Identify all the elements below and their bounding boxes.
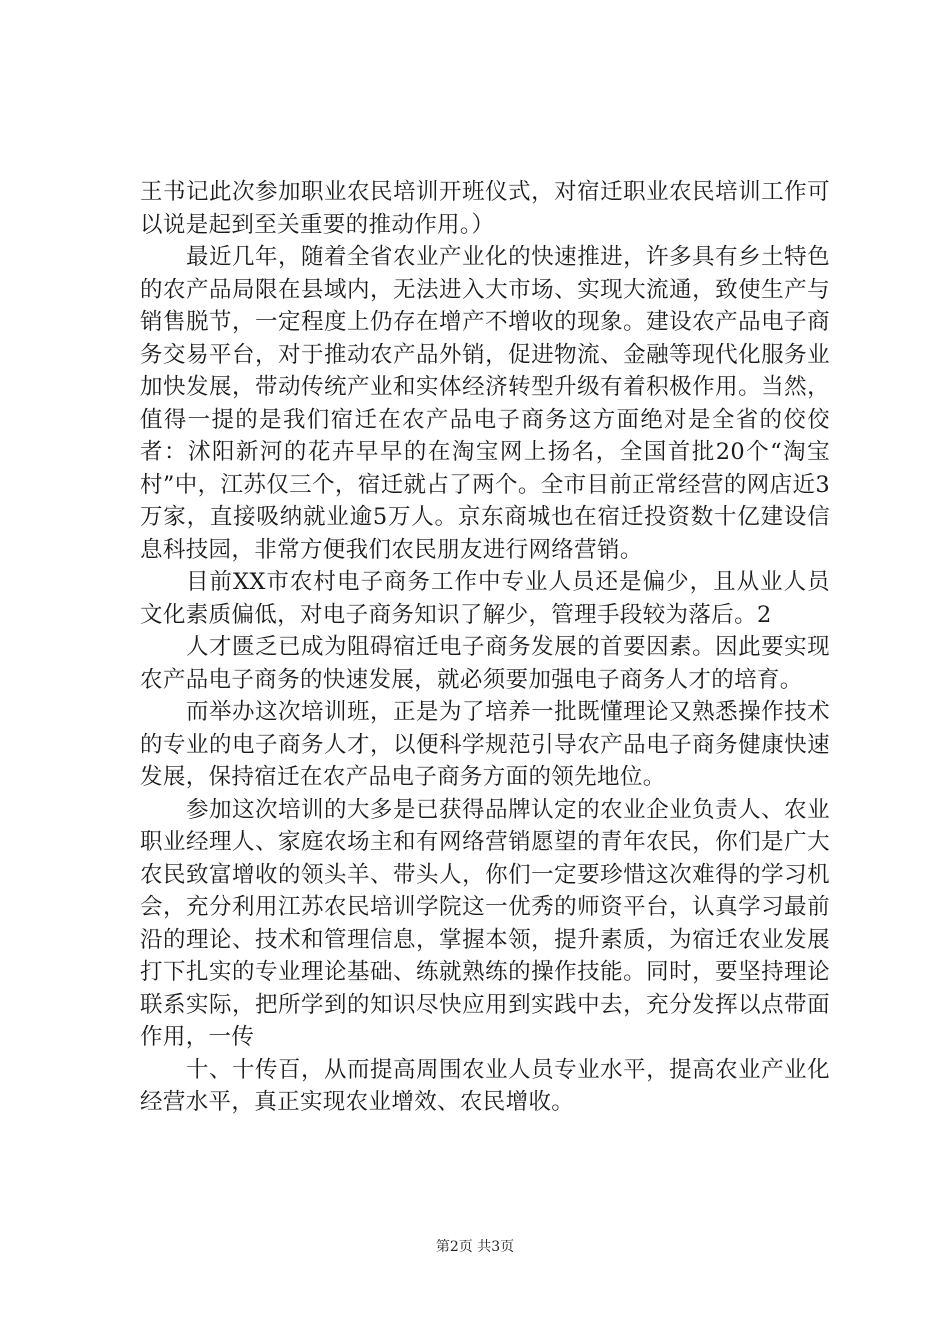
paragraph-6: 参加这次培训的大多是已获得品牌认定的农业企业负责人、农业职业经理人、家庭农场主和有网络营销愿望的青年农民，你们是广大农民致富增收的领头羊、带头人，你们一定要珍惜这次难得的学习机会，充分利用江苏农民培训学院这一优秀的师资平台，认真学习最前沿的理论、技术和管理信息，掌握本领，提升素质，为宿迁农业发展打下扎实的专业理论基础、练就熟练的操作技能。同时，要坚持理论联系实际，把所学到的知识尽快应用到实践中去，充分发挥以点带面作用，一传 xyxy=(140,796,830,1050)
page-number-footer: 第2页 共3页 xyxy=(435,1239,515,1255)
paragraph-4: 人才匮乏已成为阻碍宿迁电子商务发展的首要因素。因此要实现农产品电子商务的快速发展，就必须要加强电子商务人才的培育。 xyxy=(140,634,830,693)
paragraph-2: 最近几年，随着全省农业产业化的快速推进，许多具有乡土特色的农产品局限在县域内，无法进入大市场、实现大流通，致使生产与销售脱节，一定程度上仍存在增产不增收的现象。建设农产品电子商务交易平台，对于推动农产品外销，促进物流、金融等现代化服务业加快发展，带动传统产业和实体经济转型升级有着积极作用。当然，值得一提的是我们宿迁在农产品电子商务这方面绝对是全省的佼佼者：沭阳新河的花卉早早的在淘宝网上扬名，全国首批20个“淘宝村”中，江苏仅三个，宿迁就占了两个。全市目前正常经营的网店近3万家，直接吸纳就业逾5万人。京东商城也在宿迁投资数十亿建设信息科技园，非常方便我们农民朋友进行网络营销。 xyxy=(140,244,830,563)
paragraph-1: 王书记此次参加职业农民培训开班仪式，对宿迁职业农民培训工作可以说是起到至关重要的推动作用。） xyxy=(140,179,830,238)
document-body xyxy=(140,176,830,1119)
paragraph-5: 而举办这次培训班，正是为了培养一批既懂理论又熟悉操作技术的专业的电子商务人才，以便科学规范引导农产品电子商务健康快速发展，保持宿迁在农产品电子商务方面的领先地位。 xyxy=(140,699,830,790)
paragraph-7: 十、十传百，从而提高周围农业人员专业水平，提高农业产业化经营水平，真正实现农业增效、农民增收。 xyxy=(140,1056,830,1115)
paragraph-3: 目前XX市农村电子商务工作中专业人员还是偏少，且从业人员文化素质偏低，对电子商务知识了解少，管理手段较为落后。2 xyxy=(140,569,830,628)
